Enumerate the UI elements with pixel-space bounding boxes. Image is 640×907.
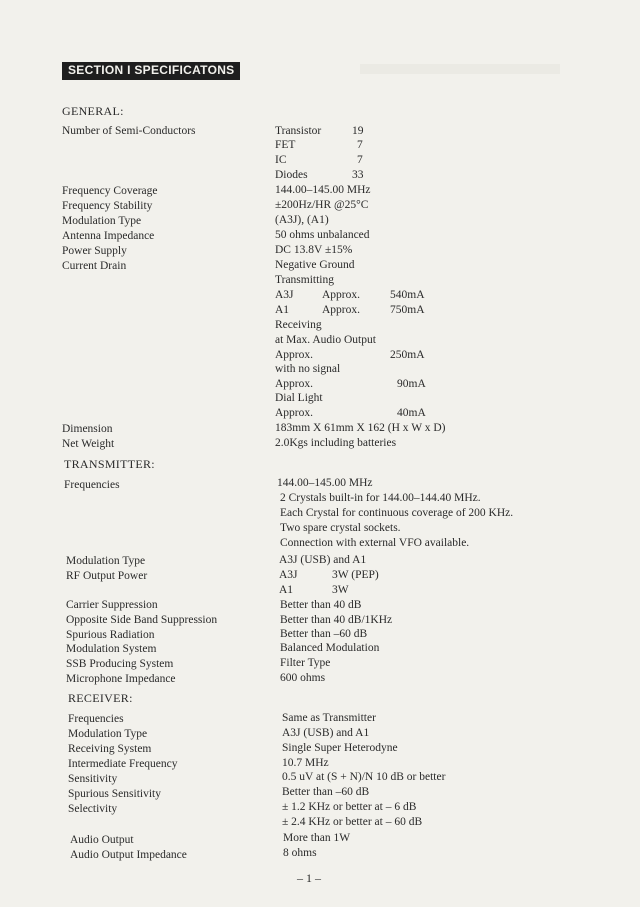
freq-stability-value: ±200Hz/HR @25°C bbox=[275, 199, 369, 211]
rf-a3j-mode: A3J bbox=[279, 569, 298, 581]
rx-modulation-value: A3J (USB) and A1 bbox=[282, 727, 370, 739]
sensitivity-value: 0.5 uV at (S + N)/N 10 dB or better bbox=[282, 771, 446, 783]
sensitivity-label: Sensitivity bbox=[68, 773, 118, 785]
tx-frequencies-line-4: Two spare crystal sockets. bbox=[280, 522, 401, 534]
tx-frequencies-label: Frequencies bbox=[64, 479, 120, 491]
tx-frequencies-line-3: Each Crystal for continuous coverage of 200 KHz. bbox=[280, 507, 514, 519]
ssb-value: Filter Type bbox=[280, 657, 331, 669]
general-heading: GENERAL: bbox=[62, 104, 124, 118]
power-supply-value: DC 13.8V ±15% bbox=[275, 244, 353, 256]
audio-output-label: Audio Output bbox=[70, 834, 134, 846]
rx-system-label: Receiving System bbox=[68, 743, 152, 755]
mod-system-label: Modulation System bbox=[66, 643, 157, 655]
spurious-radiation-label: Spurious Radiation bbox=[66, 629, 155, 641]
no-signal-approx: Approx. bbox=[275, 378, 314, 390]
mod-system-value: Balanced Modulation bbox=[280, 642, 380, 654]
section-title: SECTION I SPECIFICATONS bbox=[62, 62, 240, 80]
tx-a1-approx: Approx. bbox=[322, 304, 361, 316]
max-audio-value: 250mA bbox=[390, 349, 425, 361]
tx-frequencies-line-1: 144.00–145.00 MHz bbox=[277, 477, 373, 489]
tx-modulation-value: A3J (USB) and A1 bbox=[279, 554, 367, 566]
rx-frequencies-label: Frequencies bbox=[68, 713, 124, 725]
carrier-value: Better than 40 dB bbox=[280, 599, 362, 611]
semi-diodes-name: Diodes bbox=[275, 169, 308, 181]
rf-a3j-value: 3W (PEP) bbox=[332, 569, 379, 581]
freq-stability-label: Frequency Stability bbox=[62, 200, 153, 212]
current-drain-label: Current Drain bbox=[62, 260, 127, 272]
rf-output-label: RF Output Power bbox=[66, 570, 148, 582]
selectivity-line-2: ± 2.4 KHz or better at – 60 dB bbox=[282, 816, 423, 828]
selectivity-line-1: ± 1.2 KHz or better at – 6 dB bbox=[282, 801, 417, 813]
dial-light-approx: Approx. bbox=[275, 407, 314, 419]
general-modulation-value: (A3J), (A1) bbox=[275, 214, 329, 226]
spurious-sensitivity-value: Better than –60 dB bbox=[282, 786, 370, 798]
tx-modulation-label: Modulation Type bbox=[66, 555, 146, 567]
mic-value: 600 ohms bbox=[280, 672, 326, 684]
max-audio-approx: Approx. bbox=[275, 349, 314, 361]
receiver-heading: RECEIVER: bbox=[68, 691, 133, 705]
power-supply-label: Power Supply bbox=[62, 245, 127, 257]
opposite-label: Opposite Side Band Suppression bbox=[66, 614, 218, 626]
semi-diodes-count: 33 bbox=[352, 169, 364, 181]
transmitting-label: Transmitting bbox=[275, 274, 335, 286]
tx-a3j-value: 540mA bbox=[390, 289, 425, 301]
receiving-label: Receiving bbox=[275, 319, 322, 331]
audio-impedance-value: 8 ohms bbox=[283, 847, 317, 859]
audio-output-value: More than 1W bbox=[283, 832, 351, 844]
tx-frequencies-line-2: 2 Crystals built-in for 144.00–144.40 MHz. bbox=[280, 492, 481, 504]
if-label: Intermediate Frequency bbox=[68, 758, 178, 770]
freq-coverage-value: 144.00–145.00 MHz bbox=[275, 184, 371, 196]
weight-label: Net Weight bbox=[62, 438, 115, 450]
opposite-value: Better than 40 dB/1KHz bbox=[280, 614, 393, 626]
if-value: 10.7 MHz bbox=[282, 757, 329, 769]
rx-system-value: Single Super Heterodyne bbox=[282, 742, 398, 754]
spurious-radiation-value: Better than –60 dB bbox=[280, 628, 368, 640]
weight-value: 2.0Kgs including batteries bbox=[275, 437, 397, 449]
rx-modulation-label: Modulation Type bbox=[68, 728, 148, 740]
transmitter-heading: TRANSMITTER: bbox=[64, 457, 155, 471]
page-number: – 1 – bbox=[297, 871, 321, 885]
semi-transistor-count: 19 bbox=[352, 125, 364, 137]
tx-frequencies-line-5: Connection with external VFO available. bbox=[280, 537, 470, 549]
semi-transistor-name: Transistor bbox=[275, 125, 322, 137]
ssb-label: SSB Producing System bbox=[66, 658, 174, 670]
semi-ic-name: IC bbox=[275, 154, 287, 166]
antenna-value: 50 ohms unbalanced bbox=[275, 229, 370, 241]
negative-ground: Negative Ground bbox=[275, 259, 355, 271]
semiconductors-label: Number of Semi-Conductors bbox=[62, 125, 196, 137]
general-modulation-label: Modulation Type bbox=[62, 215, 142, 227]
dimension-label: Dimension bbox=[62, 423, 113, 435]
spurious-sensitivity-label: Spurious Sensitivity bbox=[68, 788, 161, 800]
selectivity-label: Selectivity bbox=[68, 803, 118, 815]
dial-light-value: 40mA bbox=[397, 407, 426, 419]
tx-a1-mode: A1 bbox=[275, 304, 290, 316]
max-audio-label: at Max. Audio Output bbox=[275, 334, 376, 346]
semi-fet-name: FET bbox=[275, 139, 296, 151]
tx-a3j-approx: Approx. bbox=[322, 289, 361, 301]
rf-a1-value: 3W bbox=[332, 584, 349, 596]
freq-coverage-label: Frequency Coverage bbox=[62, 185, 158, 197]
no-signal-value: 90mA bbox=[397, 378, 426, 390]
antenna-label: Antenna Impedance bbox=[62, 230, 155, 242]
rf-a1-mode: A1 bbox=[279, 584, 294, 596]
semi-fet-count: 7 bbox=[357, 139, 363, 151]
rx-frequencies-value: Same as Transmitter bbox=[282, 712, 376, 724]
carrier-label: Carrier Suppression bbox=[66, 599, 158, 611]
dial-light-label: Dial Light bbox=[275, 392, 323, 404]
semi-ic-count: 7 bbox=[357, 154, 363, 166]
no-signal-label: with no signal bbox=[275, 363, 341, 375]
tx-a1-value: 750mA bbox=[390, 304, 425, 316]
dimension-value: 183mm X 61mm X 162 (H x W x D) bbox=[275, 422, 446, 434]
tx-a3j-mode: A3J bbox=[275, 289, 294, 301]
mic-label: Microphone Impedance bbox=[66, 673, 176, 685]
bleed-through-mark bbox=[360, 64, 560, 74]
audio-impedance-label: Audio Output Impedance bbox=[70, 849, 187, 861]
